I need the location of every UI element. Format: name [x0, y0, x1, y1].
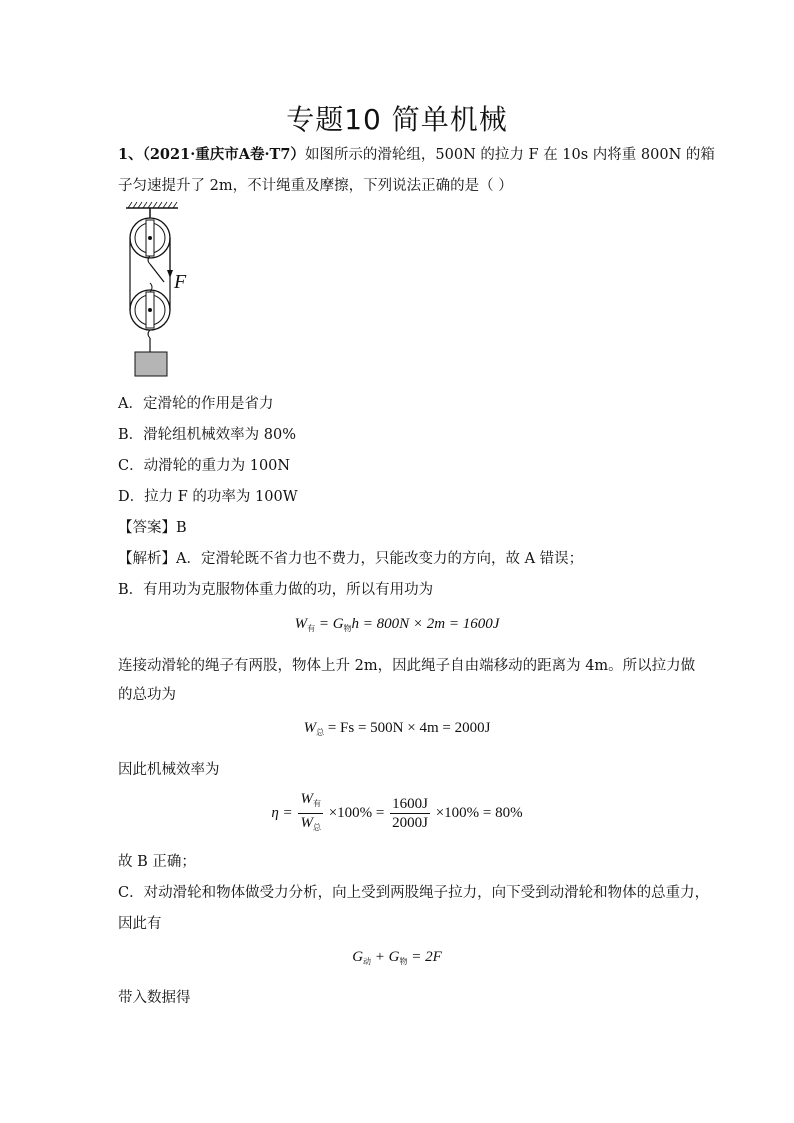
f3-tail: ×100% = 80%: [435, 804, 523, 821]
option-b: [118, 425, 296, 445]
f3-den2: 2000J: [392, 815, 428, 831]
f2-lhs: W: [303, 720, 317, 736]
analysis-tag: 【解析】: [118, 551, 176, 567]
question-line-1: [118, 145, 715, 165]
analysis-para2: 因此机械效率为: [118, 762, 220, 778]
option-a-label: A．: [118, 396, 143, 412]
f4-rhs: = 2F: [407, 949, 442, 965]
question-source: （2021·重庆市A卷·T7）: [142, 146, 305, 163]
option-d-text: 拉力 F 的功率为 100W: [144, 489, 298, 505]
answer-value: B: [176, 520, 187, 536]
f3-mult: ×100% =: [328, 804, 385, 821]
formula-forces: [0, 949, 794, 967]
formula-total-work: [0, 720, 794, 738]
formula-useful-work: [0, 616, 794, 634]
f1-mid: = G: [318, 616, 344, 632]
f4-plus: + G: [371, 949, 400, 965]
f3-fraction-2: [390, 795, 430, 832]
f3-num: W: [300, 791, 313, 807]
analysis-conclusion-b: 故 B 正确；: [118, 854, 196, 870]
analysis-line-c2: 因此有: [118, 916, 162, 932]
option-c: [118, 456, 290, 476]
f3-eta: η =: [271, 804, 293, 821]
f1-lhs: W: [294, 616, 308, 632]
analysis-line-c1: C．对动滑轮和物体做受力分析，向上受到两股绳子拉力，向下受到动滑轮和物体的总重力，: [118, 885, 710, 901]
option-d: [118, 487, 298, 507]
analysis-line-b: B．有用功为克服物体重力做的功，所以有用功为: [118, 582, 434, 598]
answer-line: [118, 518, 187, 538]
answer-tag: 【答案】: [118, 520, 176, 536]
force-label: F: [174, 271, 187, 293]
option-a: [118, 394, 273, 414]
f1-lhs-sub: 有: [307, 624, 316, 633]
f1-mid-sub: 物: [343, 624, 352, 633]
page-title: 专题10 简单机械: [286, 103, 508, 136]
analysis-para1-line1: 连接动滑轮的绳子有两股，物体上升 2m，因此绳子自由端移动的距离为 4m。所以拉力做: [118, 658, 696, 674]
option-d-label: D．: [118, 489, 145, 505]
option-b-text: 滑轮组机械效率为 80%: [143, 427, 296, 443]
f3-num-sub: 有: [312, 799, 321, 808]
f3-num2: 1600J: [392, 796, 428, 812]
analysis-line-c3: 带入数据得: [118, 990, 191, 1006]
pulley-figure: [120, 200, 230, 380]
analysis-para1-line2: 的总功为: [118, 687, 176, 703]
option-b-label: B．: [118, 427, 144, 443]
f3-den-sub: 总: [312, 823, 321, 832]
option-c-label: C．: [118, 458, 144, 474]
f4-a: G: [352, 949, 364, 965]
f3-den: W: [300, 815, 313, 831]
formula-efficiency: [0, 790, 794, 837]
f1-rhs: h = 800N × 2m = 1600J: [351, 616, 500, 632]
f2-rhs: = Fs = 500N × 4m = 2000J: [327, 720, 491, 736]
question-number: 1、: [118, 146, 143, 163]
analysis-line-a: [118, 549, 583, 569]
f3-fraction-1: [298, 790, 323, 837]
analysis-a-text: A．定滑轮既不省力也不费力，只能改变力的方向，故 A 错误；: [176, 551, 584, 567]
question-text-1: 如图所示的滑轮组，500N 的拉力 F 在 10s 内将重 800N 的箱: [304, 147, 715, 163]
f2-lhs-sub: 总: [316, 728, 325, 737]
f4-a-sub: 动: [363, 957, 372, 966]
option-c-text: 动滑轮的重力为 100N: [143, 458, 291, 474]
option-a-text: 定滑轮的作用是省力: [142, 396, 274, 412]
f4-b-sub: 物: [399, 957, 408, 966]
question-line-2: 子匀速提升了 2m，不计绳重及摩擦，下列说法正确的是（ ）: [118, 178, 513, 194]
